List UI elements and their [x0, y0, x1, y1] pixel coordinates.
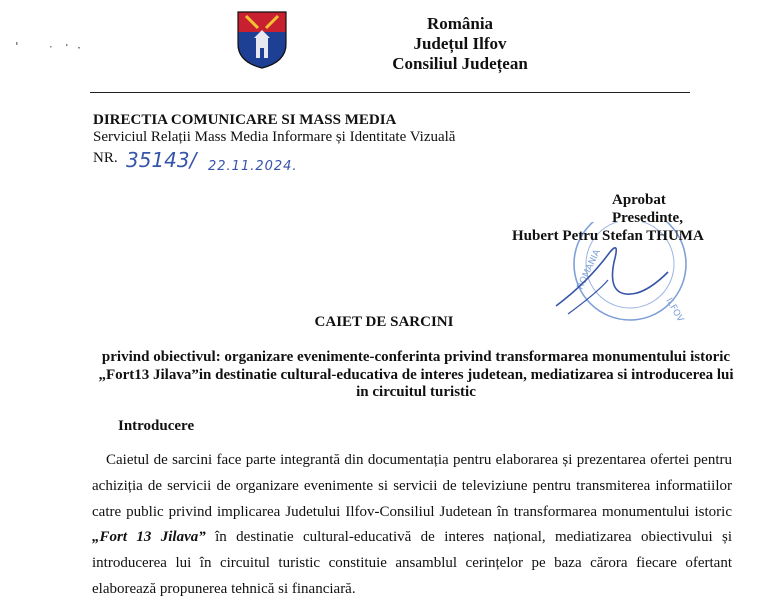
intro-fort-name: „Fort 13 Jilava” [92, 529, 206, 546]
registration-label: NR. [93, 150, 118, 166]
document-objective [96, 349, 736, 402]
svg-text:ROMANIA: ROMANIA [575, 248, 603, 292]
objective-line: „Fort13 Jilava”in destinatie cultural-educativa de interes judetean, mediatizarea si introducerea lui [98, 366, 734, 383]
ilfov-coat-of-arms-icon [236, 10, 288, 70]
intro-heading: Introducere [118, 418, 195, 434]
registration-date-handwritten: 22.11.2024. [208, 159, 298, 174]
header-county: Județul Ilfov [413, 34, 507, 53]
svg-text:ILFOV: ILFOV [663, 296, 686, 324]
header-council: Consiliul Județean [392, 54, 528, 73]
intro-paragraph [92, 448, 732, 603]
approval-label: Aprobat [612, 192, 666, 208]
header-country: România [426, 14, 494, 33]
intro-text-part2: în destinatie cultural-educativă de interes național, mediatizarea obiectivului și introducerea lui în circuitul turistic constituie ansamblul cerințelor pe baza cărora fiecare ofertant elaborează propunerea tehnică si financiară. [92, 529, 732, 597]
intro-text-part1: Caietul de sarcini face parte integrantă din documentația pentru elaborarea și prezentarea ofertei pentru achiziția de servicii de organizare evenimente si servicii de televiziune pentru transmiterea informatiilor catre public privind implicarea Judetului Ilfov-Consiliul Judetean în transformarea monumentului istoric [92, 452, 732, 520]
objective-line: in circuitul turistic [356, 384, 476, 400]
scan-specks [14, 40, 94, 52]
approval-role: Presedinte, [612, 210, 683, 226]
header-divider [90, 92, 690, 93]
registration-number-handwritten: 35143/ [126, 148, 197, 172]
approval-name: Hubert Petru Stefan THUMA [512, 228, 704, 244]
objective-line: privind obiectivul: organizare evenimente-conferinta privind transformarea monumentului istoric [101, 349, 731, 365]
sender-service: Serviciul Relații Mass Media Informare și Identitate Vizuală [93, 129, 456, 145]
sender-department: DIRECTIA COMUNICARE SI MASS MEDIA [93, 112, 397, 128]
document-title: CAIET DE SARCINI [314, 314, 454, 330]
